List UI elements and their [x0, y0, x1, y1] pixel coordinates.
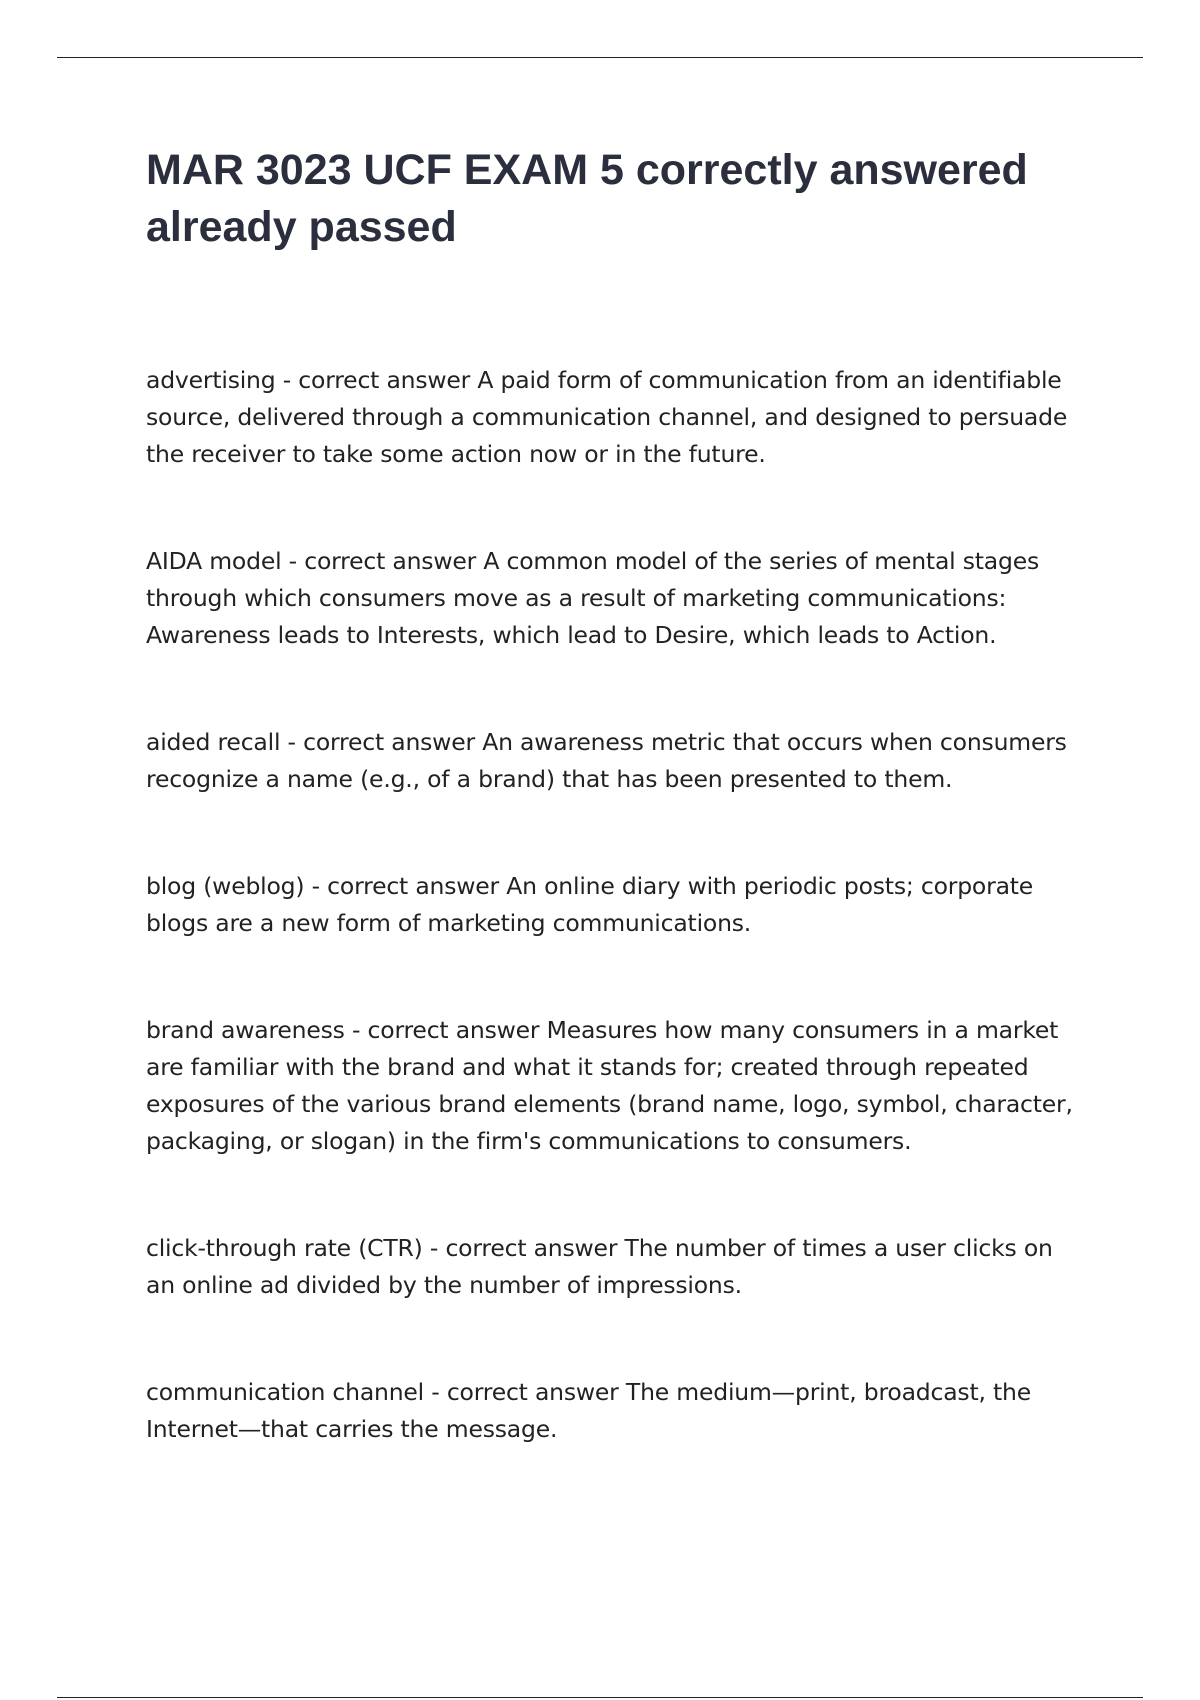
top-divider	[57, 57, 1143, 58]
glossary-entry-communication-channel: communication channel - correct answer The medium—print, broadcast, the Internet—that carries the message.	[146, 1378, 1031, 1443]
glossary-entry-aided-recall: aided recall - correct answer An awareness metric that occurs when consumers recognize a name (e.g., of a brand) that has been presented to them.	[146, 728, 1067, 793]
document-title: MAR 3023 UCF EXAM 5 correctly answered already passed	[146, 146, 1028, 251]
glossary-entry-advertising: advertising - correct answer A paid form of communication from an identifiable source, delivered through a communication channel, and designed to persuade the receiver to take some action now or in the future.	[146, 366, 1068, 468]
glossary-entry-click-through-rate: click-through rate (CTR) - correct answer The number of times a user clicks on an online ad divided by the number of impressions.	[146, 1234, 1053, 1299]
glossary-list	[146, 362, 1076, 1448]
glossary-entry-blog: blog (weblog) - correct answer An online diary with periodic posts; corporate blogs are a new form of marketing communications.	[146, 872, 1034, 937]
glossary-entry-aida-model: AIDA model - correct answer A common model of the series of mental stages through which consumers move as a result of marketing communications: Awareness leads to Interests, which lead to Desire, which leads to Action.	[146, 547, 1040, 649]
glossary-entry-brand-awareness: brand awareness - correct answer Measures how many consumers in a market are familiar with the brand and what it stands for; created through repeated exposures of the various brand elements (brand name, logo, symbol, character, packaging, or slogan) in the firm's communications to consumers.	[146, 1016, 1073, 1155]
bottom-divider	[57, 1697, 1143, 1698]
